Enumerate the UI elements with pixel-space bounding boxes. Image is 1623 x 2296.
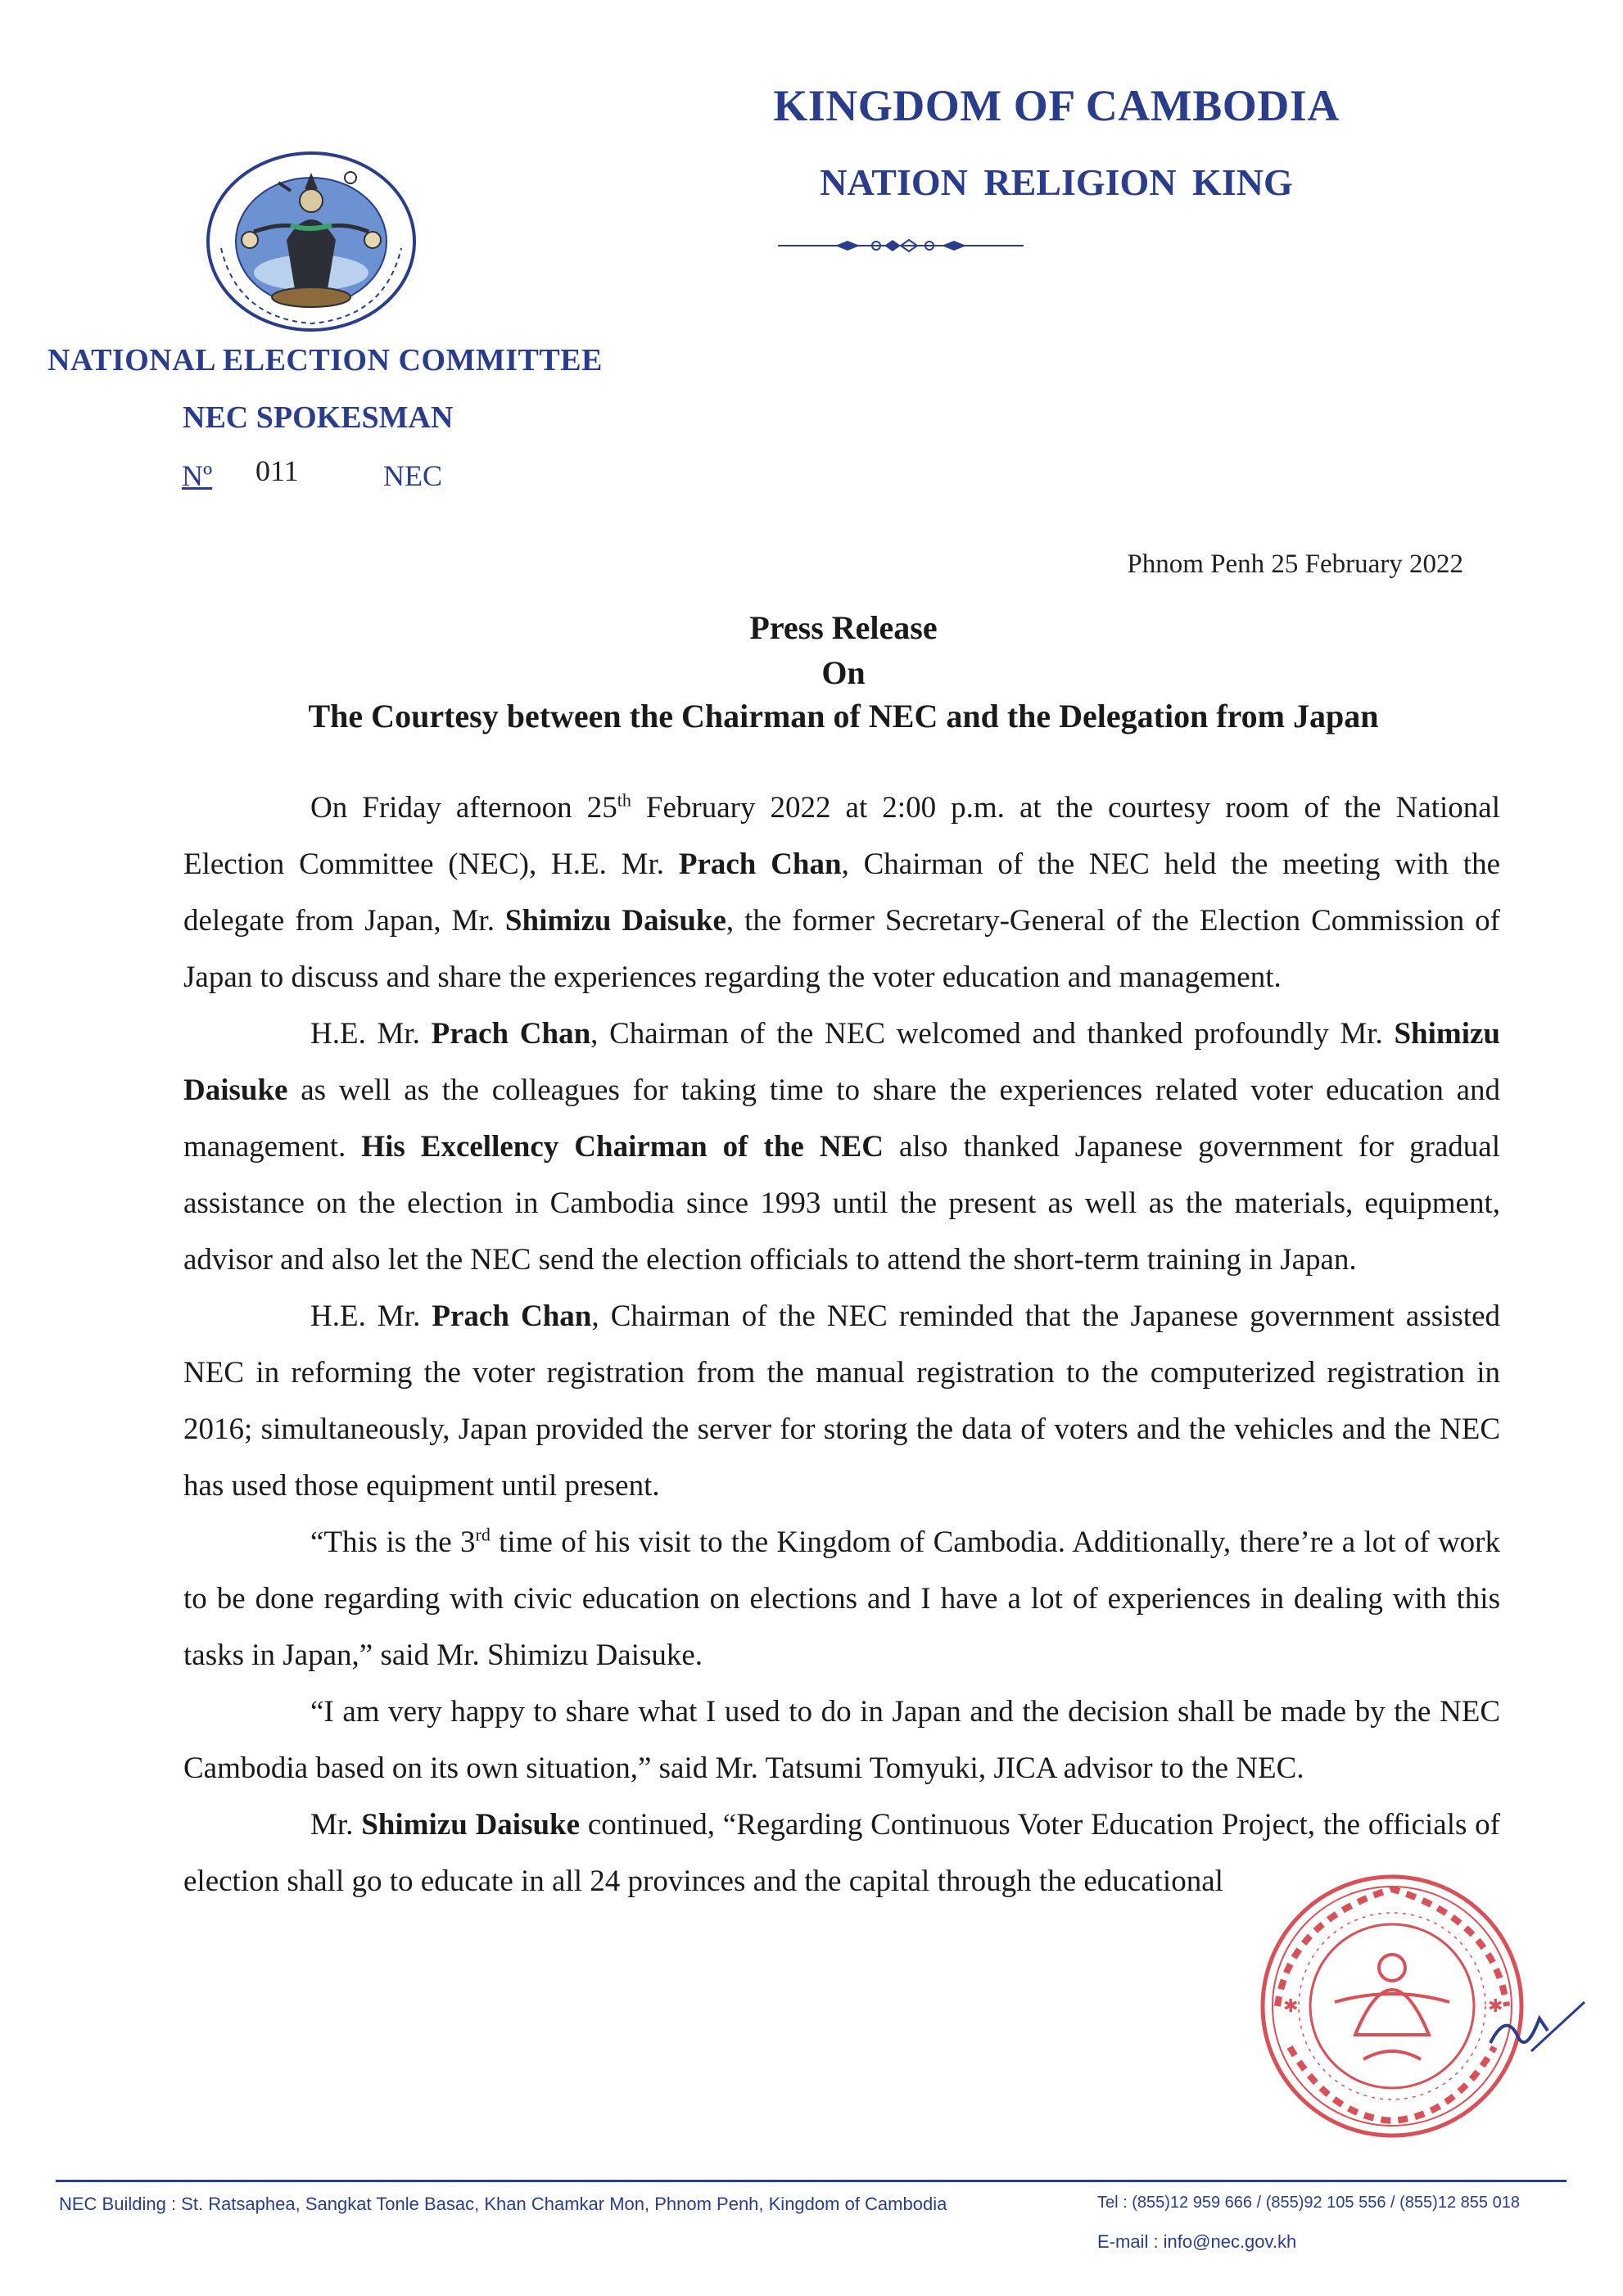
ornament-divider-icon [778,237,1024,254]
footer-address: NEC Building : St. Ratsaphea, Sangkat Tonle Basac, Khan Chamkar Mon, Phnom Penh, Kingdom of Cambodia [59,2194,947,2214]
paragraph-3: H.E. Mr. Prach Chan, Chairman of the NEC reminded that the Japanese government assisted NEC in reforming the voter registration from the manual registration to the computerized registration in 2016; simultaneously, Japan provided the server for storing the data of voters and the vehicles and the NEC has used those equipment until present. [183,1299,1501,1503]
country-heading: KINGDOM OF CAMBODIA [773,81,1340,130]
number-mark: Nº [182,459,213,492]
document-number-suffix: NEC [383,459,442,492]
press-release-on: On [821,654,866,691]
footer-divider [56,2180,1566,2182]
committee-name: NATIONAL ELECTION COMMITTEE [47,343,603,377]
national-motto: NATION RELIGION KING [820,161,1293,203]
signature-initial-icon [1482,1994,1589,2059]
paragraph-4: “This is the 3rd time of his visit to the Kingdom of Cambodia. Additionally, there’re a lot of work to be done regarding with civic education on elections and I have a lot of experiences in dealing with this tasks in Japan,” said Mr. Shimizu Daisuke. [183,1524,1500,1672]
press-release-subject: The Courtesy between the Chairman of NEC and the Delegation from Japan [308,698,1379,734]
paragraph-5: “I am very happy to share what I used to do in Japan and the decision shall be made by the NEC Cambodia based on its own situation,” said Mr. Tatsumi Tomyuki, JICA advisor to the NEC. [183,1695,1500,1785]
press-release-body [183,780,1500,1910]
press-release-title: Press Release [749,609,938,646]
footer-email: E-mail : info@nec.gov.kh [1097,2231,1297,2252]
svg-text:✱: ✱ [1488,1996,1503,2017]
footer-telephone: Tel : (855)12 959 666 / (855)92 105 556 / (855)12 855 018 [1097,2194,1520,2212]
svg-text:✱: ✱ [1283,1996,1299,2017]
committee-office: NEC SPOKESMAN [183,400,454,435]
date-line: Phnom Penh 25 February 2022 [1127,549,1463,579]
paragraph-6: Mr. Shimizu Daisuke continued, “Regarding Continuous Voter Education Project, the officials of election shall go to educate in all 24 provinces and the capital through the educational [183,1808,1500,1898]
paragraph-1: On Friday afternoon 25th February 2022 at 2:00 p.m. at the courtesy room of the National Election Committee (NEC), H.E. Mr. Prach Chan, Chairman of the NEC held the meeting with the delegate from Japan, Mr. Shimizu Daisuke, the former Secretary-General of the Election Commission of Japan to discuss and share the experiences regarding the voter education and management. [183,789,1501,994]
document-number: 011 [255,454,299,487]
nec-emblem-icon [205,150,418,334]
paragraph-2: H.E. Mr. Prach Chan, Chairman of the NEC welcomed and thanked profoundly Mr. Shimizu Daisuke as well as the colleagues for taking time to share the experiences related voter education and management. His Excellency Chairman of the NEC also thanked Japanese government for gradual assistance on the election in Cambodia since 1993 until the present as well as the materials, equipment, advisor and also let the NEC send the election officials to attend the short-term training in Japan. [183,1017,1501,1277]
